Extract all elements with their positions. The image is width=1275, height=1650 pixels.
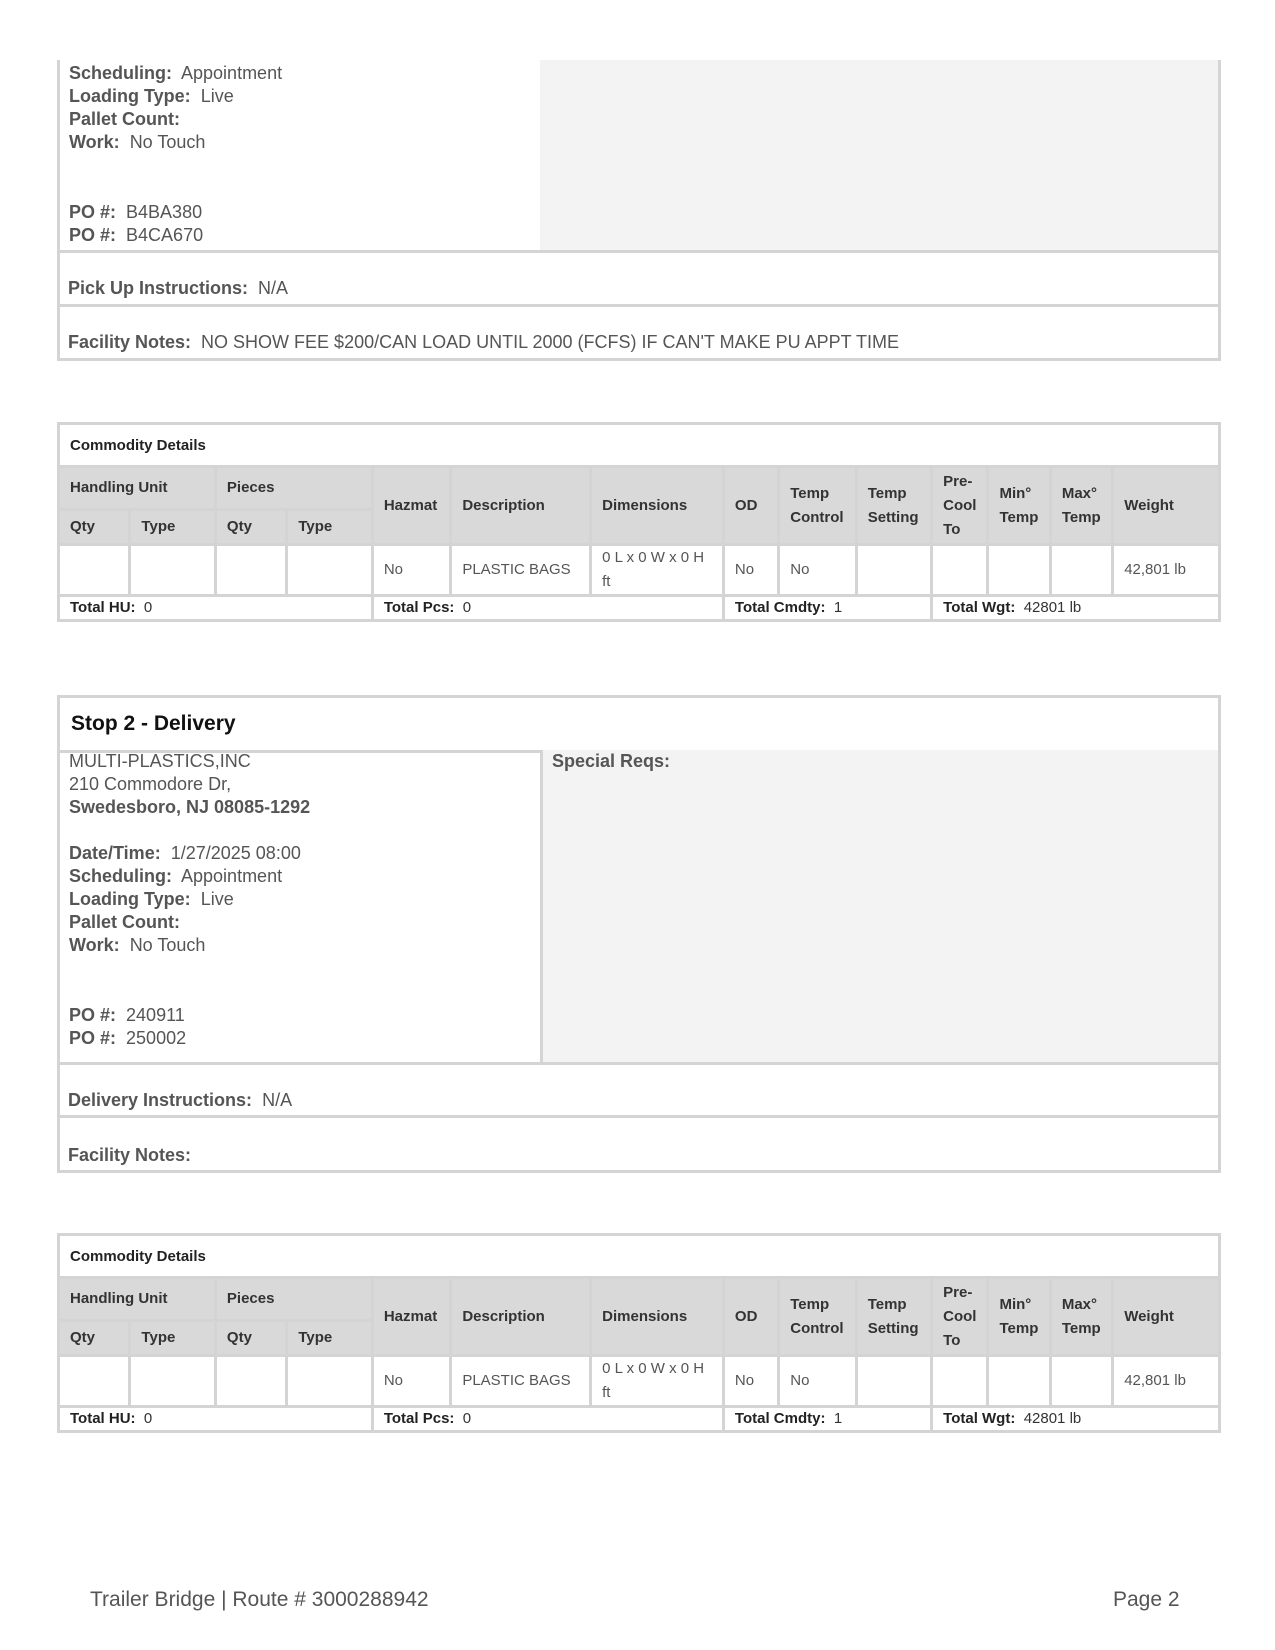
cell-pcs-type [287,1356,373,1407]
cell-min-temp [988,545,1050,596]
stop2-facility-notes: Facility Notes: [57,1115,1221,1173]
stop2-scheduling: Scheduling: Appointment [69,866,283,886]
col-description: Description [451,1278,591,1356]
stop2-pallet-count: Pallet Count: [69,912,180,932]
total-pcs: Total Pcs: 0 [372,1407,723,1432]
cell-hu-qty [59,1356,130,1407]
stop1-info-panel [57,60,547,253]
cell-pcs-qty [215,545,286,596]
commodity-table-2 [57,1233,1221,1433]
col-hu-type: Type [130,510,216,545]
col-hazmat: Hazmat [372,1278,450,1356]
stop1-special-reqs-panel [540,60,1221,253]
col-pcs-type: Type [287,510,373,545]
cell-precool [932,545,988,596]
cell-temp-setting [856,545,931,596]
col-temp-control: Temp Control [779,467,856,545]
col-weight: Weight [1113,1278,1220,1356]
col-hu-type: Type [130,1321,216,1356]
col-precool: Pre-Cool To [932,467,988,545]
col-pieces: Pieces [215,467,372,510]
cell-od: No [723,1356,778,1407]
stop1-po-1: PO #: B4BA380 [69,202,203,222]
col-pcs-qty: Qty [215,1321,286,1356]
stop2-po-1: PO #: 240911 [69,1005,185,1025]
col-hazmat: Hazmat [372,467,450,545]
stop1-facility-notes: Facility Notes: NO SHOW FEE $200/CAN LOAD UNTIL 2000 (FCFS) IF CAN'T MAKE PU APPT TIME [57,304,1221,361]
total-wgt: Total Wgt: 42801 lb [932,1407,1220,1432]
stop2-address: 210 Commodore Dr, [69,774,232,794]
footer-page-number: Page 2 [1113,1588,1180,1611]
stop1-pickup-instructions: Pick Up Instructions: N/A [57,250,1221,307]
cell-hazmat: No [372,545,450,596]
total-cmdty: Total Cmdty: 1 [723,596,931,621]
stop2-po-2: PO #: 250002 [69,1028,187,1048]
cell-hu-type [130,545,216,596]
stop1-work: Work: No Touch [69,132,206,152]
col-max-temp: Max° Temp [1050,1278,1112,1356]
cell-weight: 42,801 lb [1113,545,1220,596]
col-od: OD [723,467,778,545]
col-hu-qty: Qty [59,1321,130,1356]
stop2-info-panel [57,750,543,1065]
cell-temp-control: No [779,1356,856,1407]
stop2-special-reqs-label: Special Reqs: [552,751,671,771]
cell-temp-control: No [779,545,856,596]
cell-hu-qty [59,545,130,596]
col-pieces: Pieces [215,1278,372,1321]
col-weight: Weight [1113,467,1220,545]
total-hu: Total HU: 0 [59,596,373,621]
stop2-special-reqs-panel [540,750,1221,1065]
col-dimensions: Dimensions [591,1278,724,1356]
commodity-table-1 [57,422,1221,622]
stop2-datetime: Date/Time: 1/27/2025 08:00 [69,843,301,863]
cell-pcs-qty [215,1356,286,1407]
col-min-temp: Min° Temp [988,467,1050,545]
cell-weight: 42,801 lb [1113,1356,1220,1407]
total-hu: Total HU: 0 [59,1407,373,1432]
table-row [59,545,1220,596]
col-precool: Pre-Cool To [932,1278,988,1356]
cell-max-temp [1050,545,1112,596]
stop2-work: Work: No Touch [69,935,206,955]
stop1-pallet-count: Pallet Count: [69,109,180,129]
col-temp-setting: Temp Setting [856,1278,931,1356]
stop2-title: Stop 2 - Delivery [71,712,236,735]
totals-row [59,1407,1220,1432]
totals-row [59,596,1220,621]
col-pcs-qty: Qty [215,510,286,545]
col-temp-control: Temp Control [779,1278,856,1356]
col-temp-setting: Temp Setting [856,467,931,545]
col-min-temp: Min° Temp [988,1278,1050,1356]
cell-hazmat: No [372,1356,450,1407]
stop1-scheduling: Scheduling: Appointment [69,63,283,83]
cell-dimensions: 0 L x 0 W x 0 H ft [591,545,724,596]
stop1-po-2: PO #: B4CA670 [69,225,204,245]
cell-description: PLASTIC BAGS [451,545,591,596]
cell-precool [932,1356,988,1407]
col-handling-unit: Handling Unit [59,467,216,510]
col-od: OD [723,1278,778,1356]
cell-od: No [723,545,778,596]
stop2-delivery-instructions: Delivery Instructions: N/A [57,1062,1221,1118]
stop2-city-state: Swedesboro, NJ 08085-1292 [69,797,311,817]
total-cmdty: Total Cmdty: 1 [723,1407,931,1432]
col-handling-unit: Handling Unit [59,1278,216,1321]
cell-hu-type [130,1356,216,1407]
cell-min-temp [988,1356,1050,1407]
cell-pcs-type [287,545,373,596]
stop2-loading-type: Loading Type: Live [69,889,234,909]
total-wgt: Total Wgt: 42801 lb [932,596,1220,621]
col-pcs-type: Type [287,1321,373,1356]
cell-max-temp [1050,1356,1112,1407]
stop2-company: MULTI-PLASTICS,INC [69,751,251,771]
table-row [59,1356,1220,1407]
stop2-header [57,695,1221,753]
cell-temp-setting [856,1356,931,1407]
commodity-title: Commodity Details [59,424,1220,467]
footer-route: Trailer Bridge | Route # 3000288942 [90,1588,429,1611]
stop1-loading-type: Loading Type: Live [69,86,234,106]
commodity-title: Commodity Details [59,1235,1220,1278]
cell-description: PLASTIC BAGS [451,1356,591,1407]
col-hu-qty: Qty [59,510,130,545]
col-max-temp: Max° Temp [1050,467,1112,545]
cell-dimensions: 0 L x 0 W x 0 H ft [591,1356,724,1407]
total-pcs: Total Pcs: 0 [372,596,723,621]
col-dimensions: Dimensions [591,467,724,545]
col-description: Description [451,467,591,545]
